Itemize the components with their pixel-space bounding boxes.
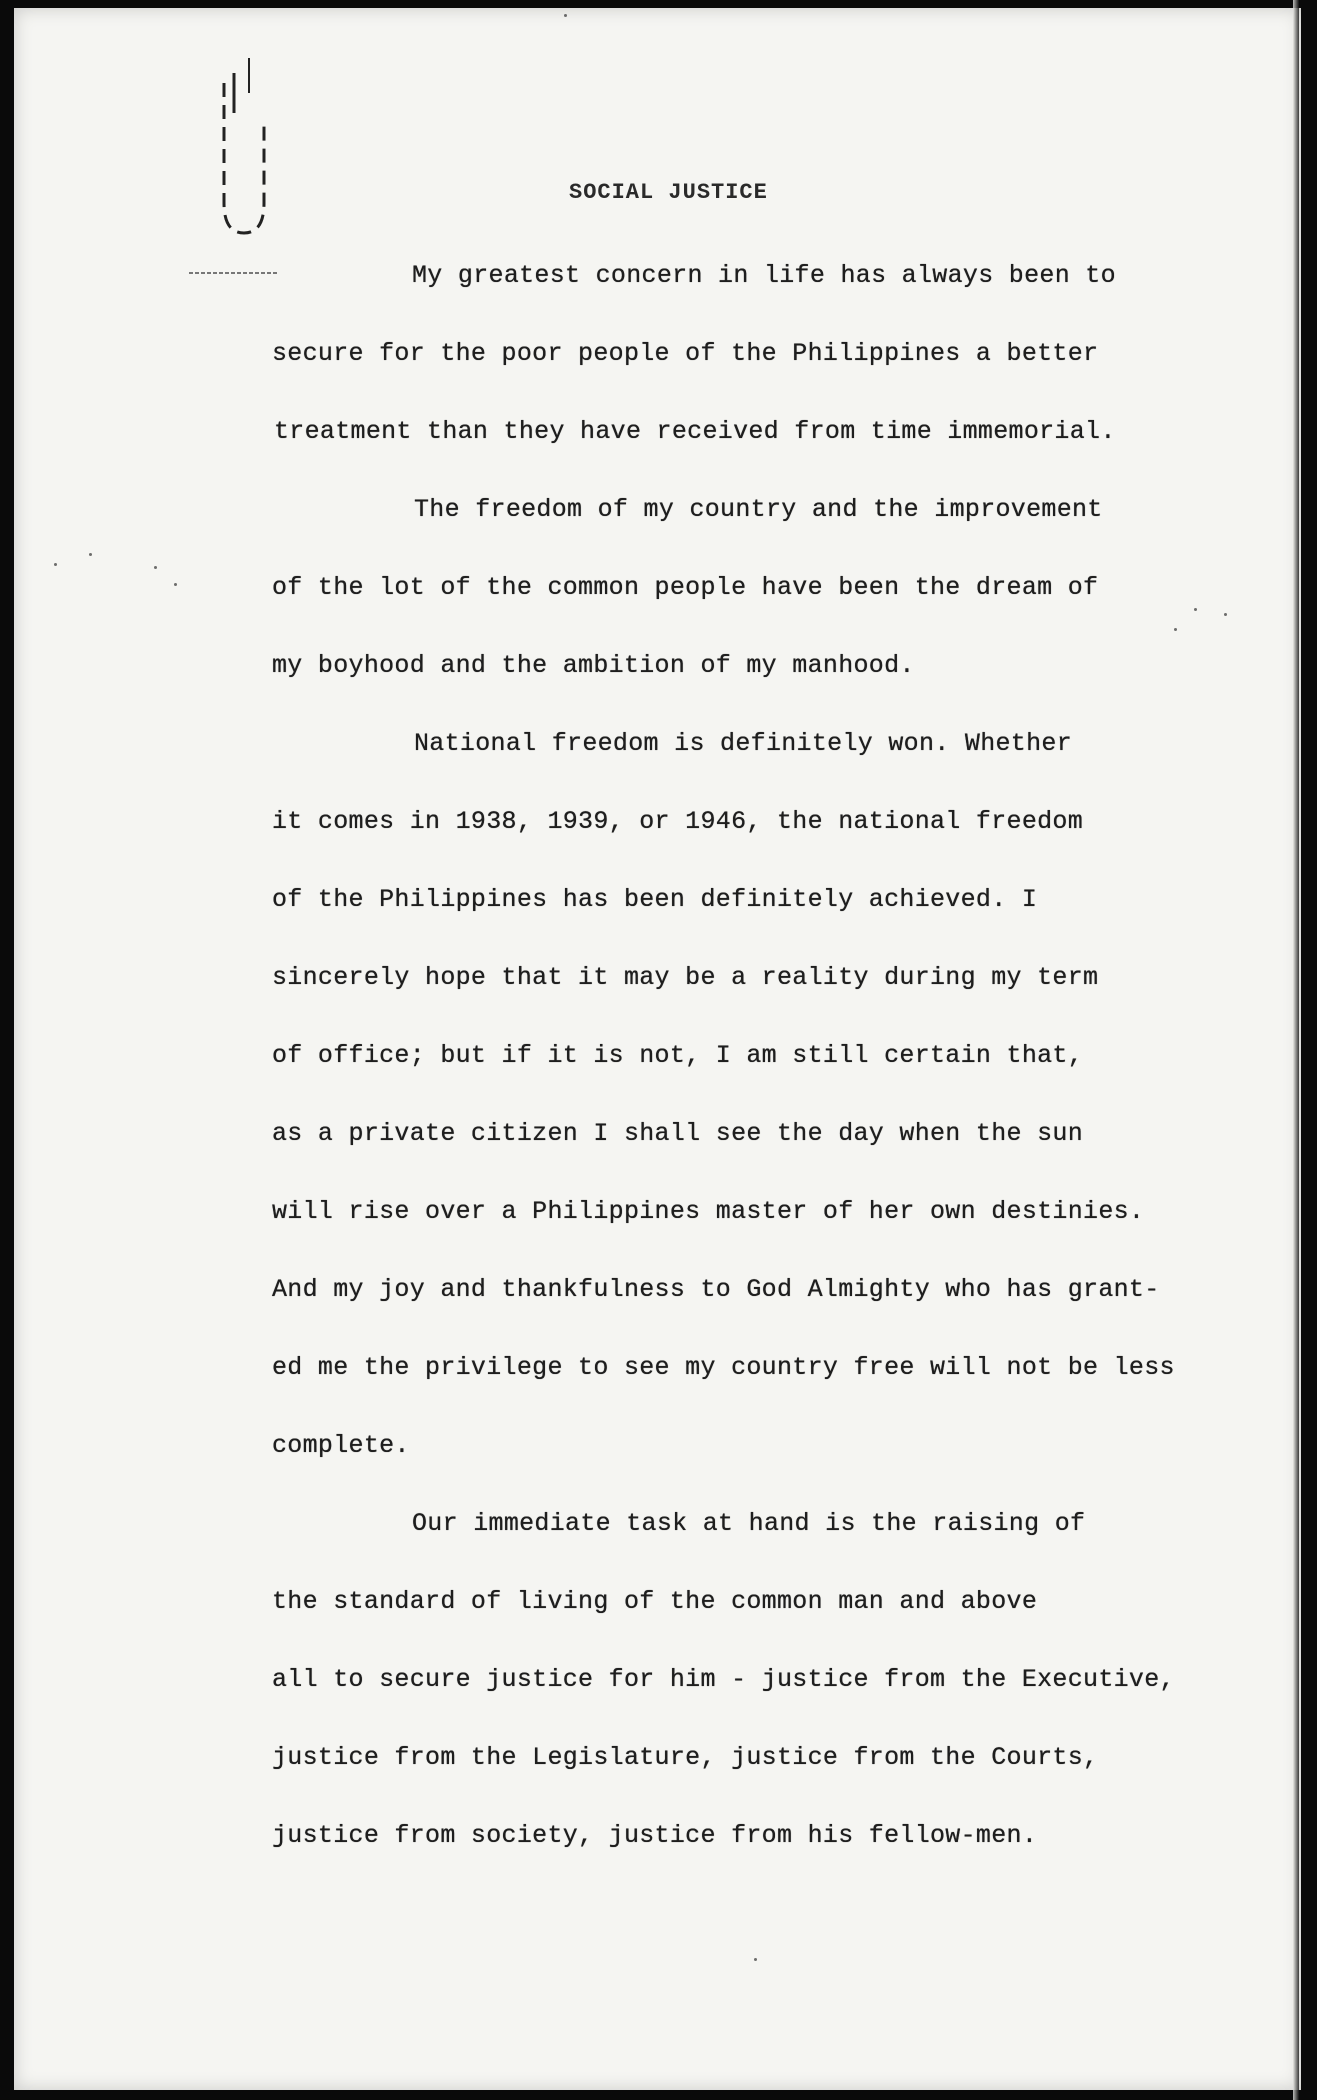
text-line: will rise over a Philippines master of her own destinies. (272, 1197, 1145, 1226)
page-title: SOCIAL JUSTICE (569, 180, 768, 205)
text-line: And my joy and thankfulness to God Almighty who has grant- (272, 1275, 1160, 1304)
text-line: of the Philippines has been definitely achieved. I (272, 885, 1038, 914)
text-line: sincerely hope that it may be a reality during my term (272, 963, 1099, 992)
speck (1174, 628, 1177, 631)
speck (54, 563, 57, 566)
text-line: ed me the privilege to see my country free will not be less (272, 1353, 1175, 1382)
text-line: my boyhood and the ambition of my manhood. (272, 651, 915, 680)
text-line: all to secure justice for him - justice from the Executive, (272, 1665, 1175, 1694)
speck (154, 566, 157, 569)
speck (1194, 608, 1197, 611)
speck (564, 14, 567, 17)
paper-clip-mark-icon (214, 53, 274, 243)
speck (89, 553, 92, 556)
text-line: The freedom of my country and the improvement (414, 495, 1103, 524)
text-line: My greatest concern in life has always been to (412, 261, 1116, 290)
speck (174, 583, 177, 586)
faint-rule-mark (189, 272, 277, 274)
text-line: justice from society, justice from his fellow-men. (272, 1821, 1038, 1850)
text-line: it comes in 1938, 1939, or 1946, the national freedom (272, 807, 1084, 836)
text-line: treatment than they have received from time immemorial. (274, 417, 1116, 446)
text-line: as a private citizen I shall see the day when the sun (272, 1119, 1084, 1148)
text-line: complete. (272, 1431, 410, 1460)
text-line: of the lot of the common people have been the dream of (272, 573, 1099, 602)
text-line: National freedom is definitely won. Whether (414, 729, 1073, 758)
text-line: the standard of living of the common man and above (272, 1587, 1038, 1616)
text-line: secure for the poor people of the Philippines a better (272, 339, 1099, 368)
text-line: Our immediate task at hand is the raising of (412, 1509, 1086, 1538)
text-line: justice from the Legislature, justice from the Courts, (272, 1743, 1099, 1772)
text-line: of office; but if it is not, I am still certain that, (272, 1041, 1084, 1070)
page-edge-shadow (1293, 0, 1299, 2100)
speck (1224, 613, 1227, 616)
speck (754, 1958, 757, 1961)
typed-page (14, 8, 1301, 2090)
